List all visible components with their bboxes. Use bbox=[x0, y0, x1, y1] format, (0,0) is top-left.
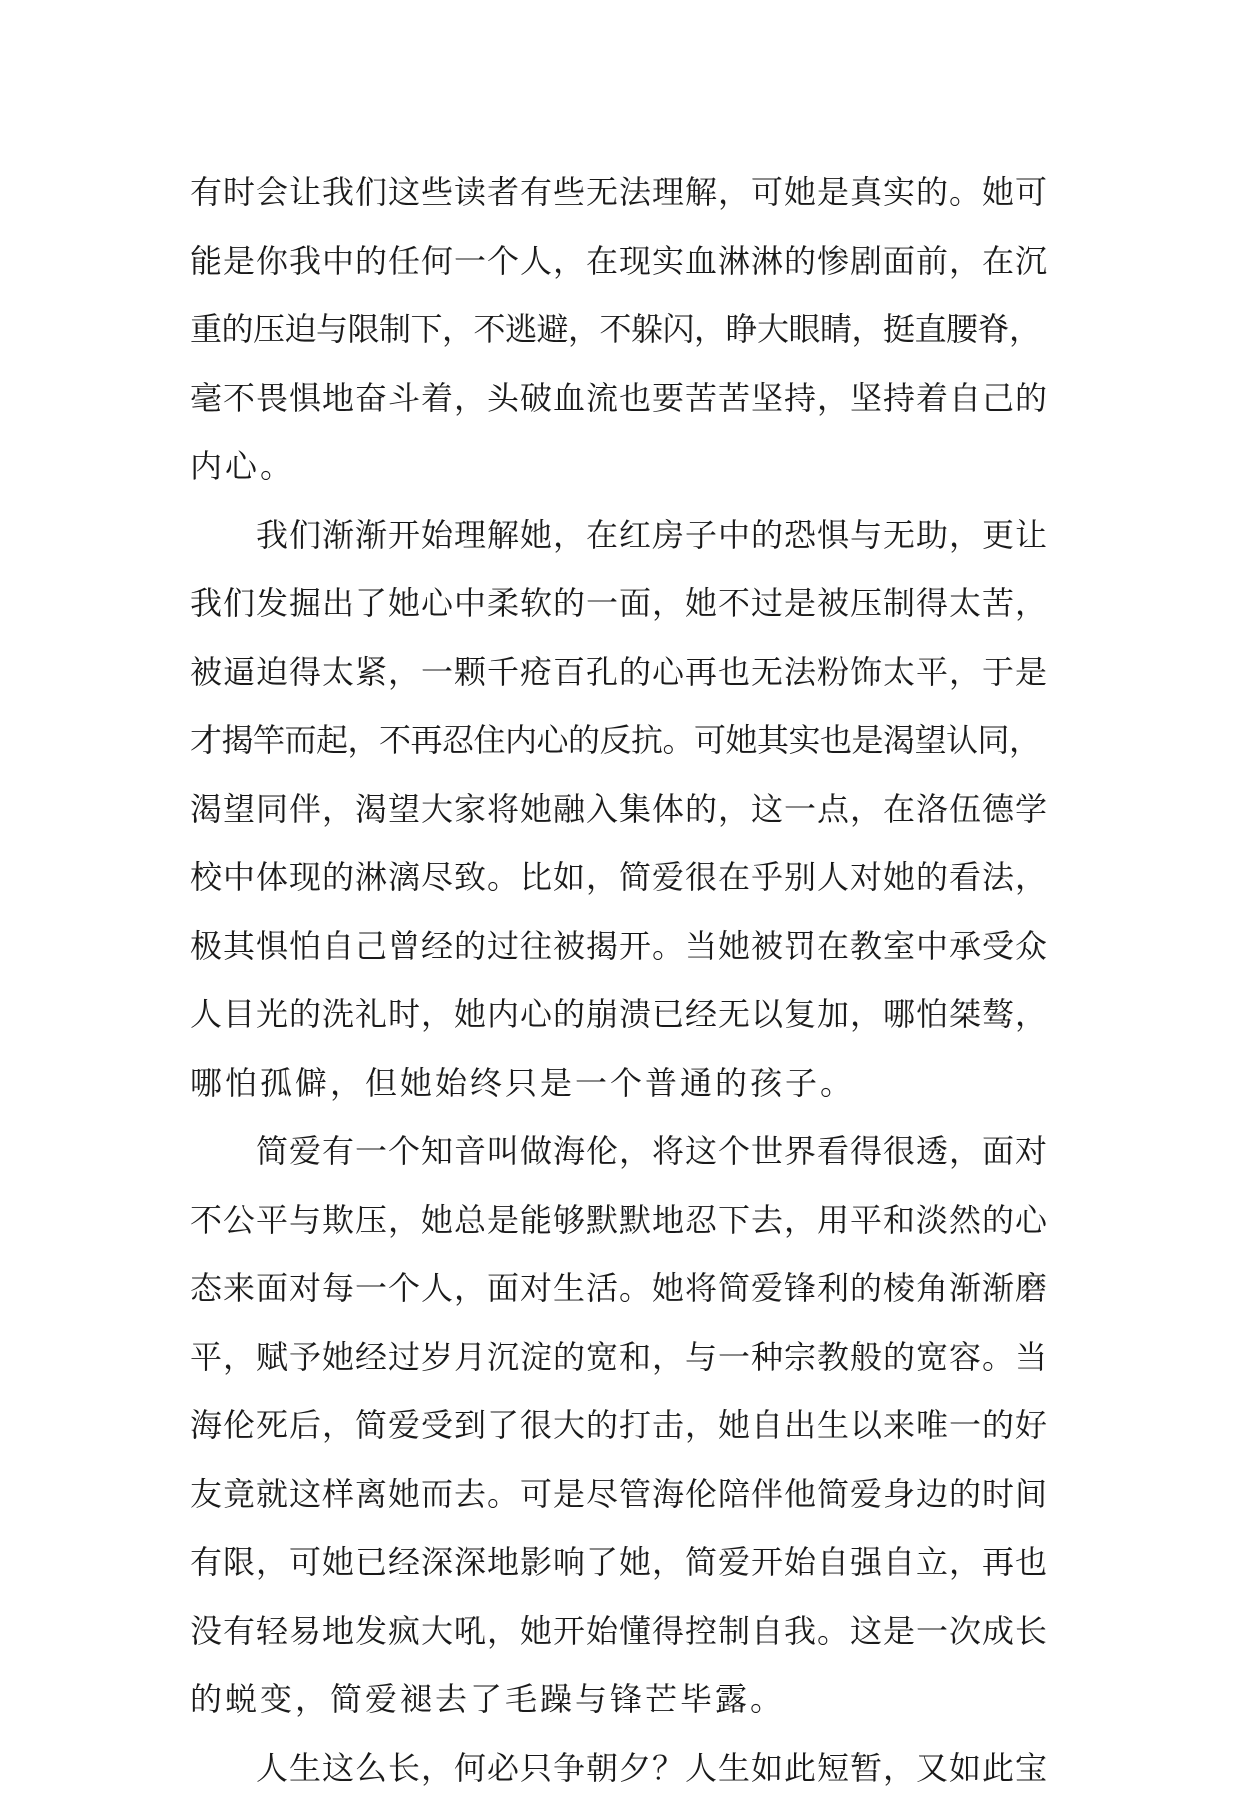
body-text bbox=[190, 158, 1050, 1802]
text-line-21: 有限，可她已经深深地影响了她，简爱开始自强自立，再也 bbox=[190, 1528, 1050, 1597]
text-line-19: 海伦死后，简爱受到了很大的打击，她自出生以来唯一的好 bbox=[190, 1391, 1050, 1460]
text-line-1: 有时会让我们这些读者有些无法理解，可她是真实的。她可 bbox=[190, 158, 1050, 227]
text-line-8: 被逼迫得太紧，一颗千疮百孔的心再也无法粉饰太平，于是 bbox=[190, 638, 1050, 707]
text-line-18: 平，赋予她经过岁月沉淀的宽和，与一种宗教般的宽容。当 bbox=[190, 1323, 1050, 1392]
text-line-23: 的蜕变，简爱褪去了毛躁与锋芒毕露。 bbox=[190, 1665, 1050, 1734]
text-line-22: 没有轻易地发疯大吼，她开始懂得控制自我。这是一次成长 bbox=[190, 1597, 1050, 1666]
text-line-7: 我们发掘出了她心中柔软的一面，她不过是被压制得太苦， bbox=[190, 569, 1050, 638]
text-line-20: 友竟就这样离她而去。可是尽管海伦陪伴他简爱身边的时间 bbox=[190, 1460, 1050, 1529]
text-line-9: 才揭竿而起，不再忍住内心的反抗。可她其实也是渴望认同， bbox=[190, 706, 1050, 775]
text-line-11: 校中体现的淋漓尽致。比如，简爱很在乎别人对她的看法， bbox=[190, 843, 1050, 912]
text-line-16: 不公平与欺压，她总是能够默默地忍下去，用平和淡然的心 bbox=[190, 1186, 1050, 1255]
text-line-2: 能是你我中的任何一个人，在现实血淋淋的惨剧面前，在沉 bbox=[190, 227, 1050, 296]
text-line-12: 极其惧怕自己曾经的过往被揭开。当她被罚在教室中承受众 bbox=[190, 912, 1050, 981]
text-line-14: 哪怕孤僻，但她始终只是一个普通的孩子。 bbox=[190, 1049, 1050, 1118]
text-line-3: 重的压迫与限制下，不逃避，不躲闪，睁大眼睛，挺直腰脊， bbox=[190, 295, 1050, 364]
text-line-24: 人生这么长，何必只争朝夕？人生如此短暂，又如此宝 bbox=[190, 1734, 1050, 1802]
text-line-17: 态来面对每一个人，面对生活。她将简爱锋利的棱角渐渐磨 bbox=[190, 1254, 1050, 1323]
text-line-5: 内心。 bbox=[190, 432, 1050, 501]
text-line-6: 我们渐渐开始理解她，在红房子中的恐惧与无助，更让 bbox=[190, 501, 1050, 570]
text-line-10: 渴望同伴，渴望大家将她融入集体的，这一点，在洛伍德学 bbox=[190, 775, 1050, 844]
text-line-15: 简爱有一个知音叫做海伦，将这个世界看得很透，面对 bbox=[190, 1117, 1050, 1186]
text-line-4: 毫不畏惧地奋斗着，头破血流也要苦苦坚持，坚持着自己的 bbox=[190, 364, 1050, 433]
text-line-13: 人目光的洗礼时，她内心的崩溃已经无以复加，哪怕桀骜， bbox=[190, 980, 1050, 1049]
